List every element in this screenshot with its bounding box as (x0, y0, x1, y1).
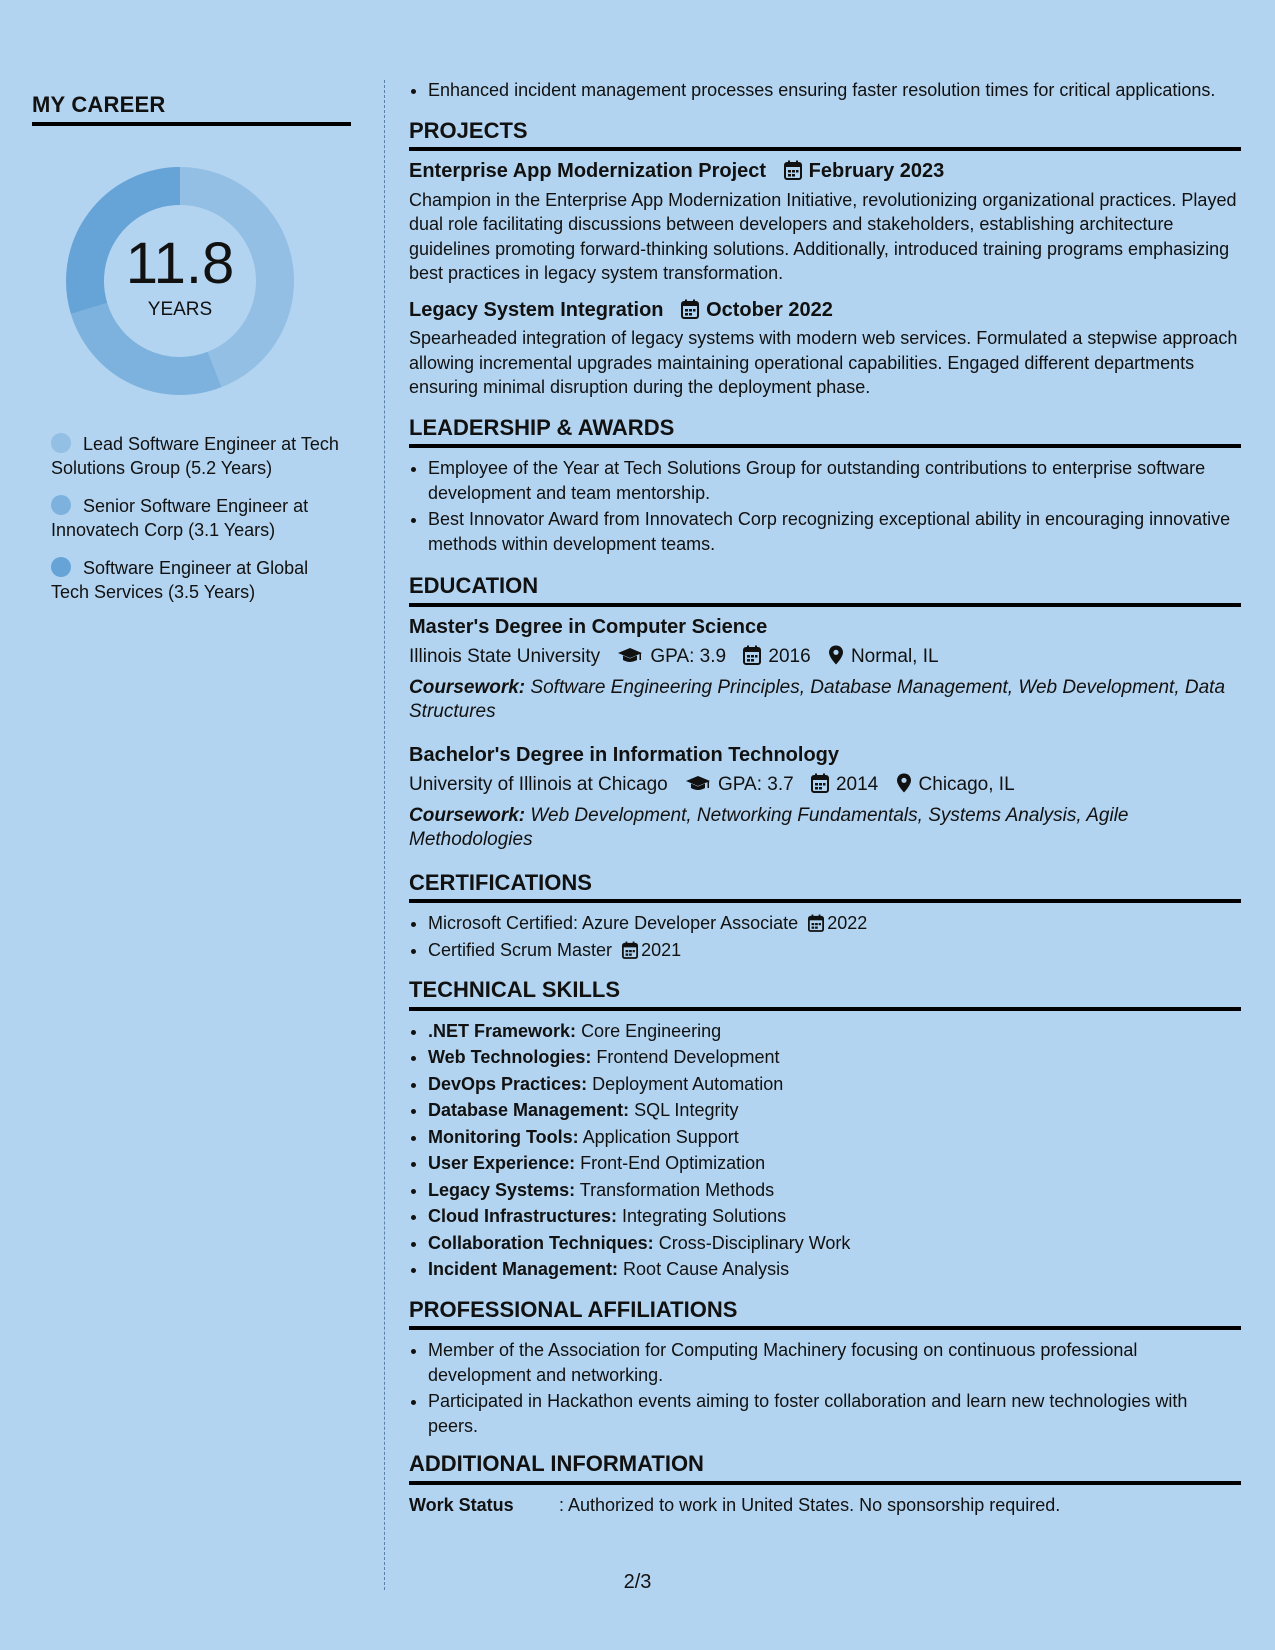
project-title: Legacy System Integration October 2022 (409, 298, 833, 321)
calendar-icon (784, 160, 802, 180)
project-description: Spearheaded integration of legacy systems with modern web services. Formulated a stepwise approach allowing incremental upgrades maintaining operational capabilities. Engaged different departments ensuring minimal disruption during the deployment phase. (409, 328, 1238, 397)
list-item: • User Experience: Front-End Optimization (428, 1151, 1241, 1176)
list-item: • DevOps Practices: Deployment Automation (428, 1072, 1241, 1097)
list-item: • Collaboration Techniques: Cross-Disciplinary Work (428, 1231, 1241, 1256)
legend-dot (51, 495, 71, 515)
list-item: • Participated in Hackathon events aiming to foster collaboration and learn new technologies with peers. (428, 1389, 1241, 1438)
project-description: Champion in the Enterprise App Modernization Initiative, revolutionizing organizational practices. Played dual role facilitating discussions between developers and stakeholders, establishing architecture guidelines promoting forward-thinking solutions. Additionally, introduced training programs emphasizing best practices in legacy system transformation. (409, 189, 1237, 283)
total-years-value: 11.8 (125, 231, 235, 296)
gpa: GPA: 3.9 (650, 646, 727, 667)
project-title: Enterprise App Modernization Project February 2023 (409, 160, 945, 182)
school-location: Normal, IL (850, 646, 939, 667)
legend-item: Lead Software Engineer at Tech Solutions Group (5.2 Years) (51, 434, 339, 478)
total-years-unit: YEARS (147, 299, 213, 320)
certifications-list (409, 911, 1241, 962)
leadership-list (409, 456, 1241, 556)
calendar-icon (811, 773, 829, 793)
list-item: • .NET Framework: Core Engineering (428, 1019, 1241, 1044)
list-item: • Legacy Systems: Transformation Methods (428, 1178, 1241, 1203)
affiliations-heading: PROFESSIONAL AFFILIATIONS (409, 1298, 1241, 1331)
skills-heading: TECHNICAL SKILLS (409, 978, 1241, 1011)
list-item: • Member of the Association for Computing Machinery focusing on continuous professional development and networking. (428, 1338, 1241, 1387)
coursework: Coursework: Software Engineering Principles, Database Management, Web Development, Data Structures (409, 676, 1226, 722)
legend-dot (51, 557, 71, 577)
list-item: • Monitoring Tools: Application Support (428, 1125, 1241, 1150)
affiliations-list (409, 1338, 1241, 1438)
location-pin-icon (828, 645, 844, 665)
list-item: • Database Management: SQL Integrity (428, 1098, 1241, 1123)
location-pin-icon (896, 773, 912, 793)
work-status-value: : Authorized to work in United States. No sponsorship required. (559, 1494, 1061, 1515)
graduation-cap-icon (617, 647, 643, 665)
career-legend (51, 432, 341, 604)
education-heading: EDUCATION (409, 574, 1241, 607)
list-item: • Cloud Infrastructures: Integrating Solutions (428, 1204, 1241, 1229)
project-date: February 2023 (808, 160, 945, 182)
legend-item: Senior Software Engineer at Innovatech Corp (3.1 Years) (51, 496, 309, 540)
school-name: Illinois State University (409, 646, 601, 667)
graduation-year: 2014 (835, 774, 879, 795)
certifications-heading: CERTIFICATIONS (409, 871, 1241, 904)
calendar-icon (808, 914, 824, 932)
legend-item: Software Engineer at Global Tech Services (3.5 Years) (51, 558, 309, 602)
calendar-icon (681, 299, 699, 319)
leadership-heading: LEADERSHIP & AWARDS (409, 416, 1241, 449)
career-donut-chart (65, 166, 295, 396)
page-number: 2/3 (623, 1571, 652, 1593)
graduation-year: 2016 (768, 646, 811, 667)
career-sidebar (32, 92, 351, 618)
experience-continued-list (409, 78, 1241, 103)
main-content (409, 78, 1241, 1517)
degree-title: Master's Degree in Computer Science (409, 615, 768, 638)
projects-heading: PROJECTS (409, 119, 1241, 152)
coursework: Coursework: Web Development, Networking Fundamentals, Systems Analysis, Agile Methodologies (409, 804, 1129, 850)
work-status-label: Work Status (409, 1494, 514, 1515)
project-date: October 2022 (706, 298, 833, 321)
list-item: • Web Technologies: Frontend Development (428, 1045, 1241, 1070)
list-item: • Enhanced incident management processes ensuring faster resolution times for critical applications. (428, 78, 1241, 103)
school-name: University of Illinois at Chicago (409, 774, 668, 795)
gpa: GPA: 3.7 (718, 774, 794, 795)
list-item: • Incident Management: Root Cause Analysis (428, 1257, 1241, 1282)
degree-title: Bachelor's Degree in Information Technology (409, 743, 840, 766)
list-item: • Best Innovator Award from Innovatech Corp recognizing exceptional ability in encouraging innovative methods within development teams. (428, 507, 1241, 556)
graduation-cap-icon (685, 775, 711, 793)
work-status-row (409, 1493, 1241, 1518)
calendar-icon (622, 941, 638, 959)
calendar-icon (743, 645, 761, 665)
legend-dot (51, 433, 71, 453)
career-title: MY CAREER (32, 92, 351, 126)
skills-list (409, 1019, 1241, 1282)
list-item: • Microsoft Certified: Azure Developer Associate 2022 (428, 911, 1241, 936)
education-meta (409, 645, 1241, 670)
school-location: Chicago, IL (918, 774, 1015, 795)
list-item: • Certified Scrum Master 2021 (428, 938, 1241, 963)
additional-heading: ADDITIONAL INFORMATION (409, 1452, 1241, 1485)
column-divider (384, 80, 385, 1590)
education-meta (409, 773, 1241, 798)
list-item: • Employee of the Year at Tech Solutions Group for outstanding contributions to enterprise software development and team mentorship. (428, 456, 1241, 505)
